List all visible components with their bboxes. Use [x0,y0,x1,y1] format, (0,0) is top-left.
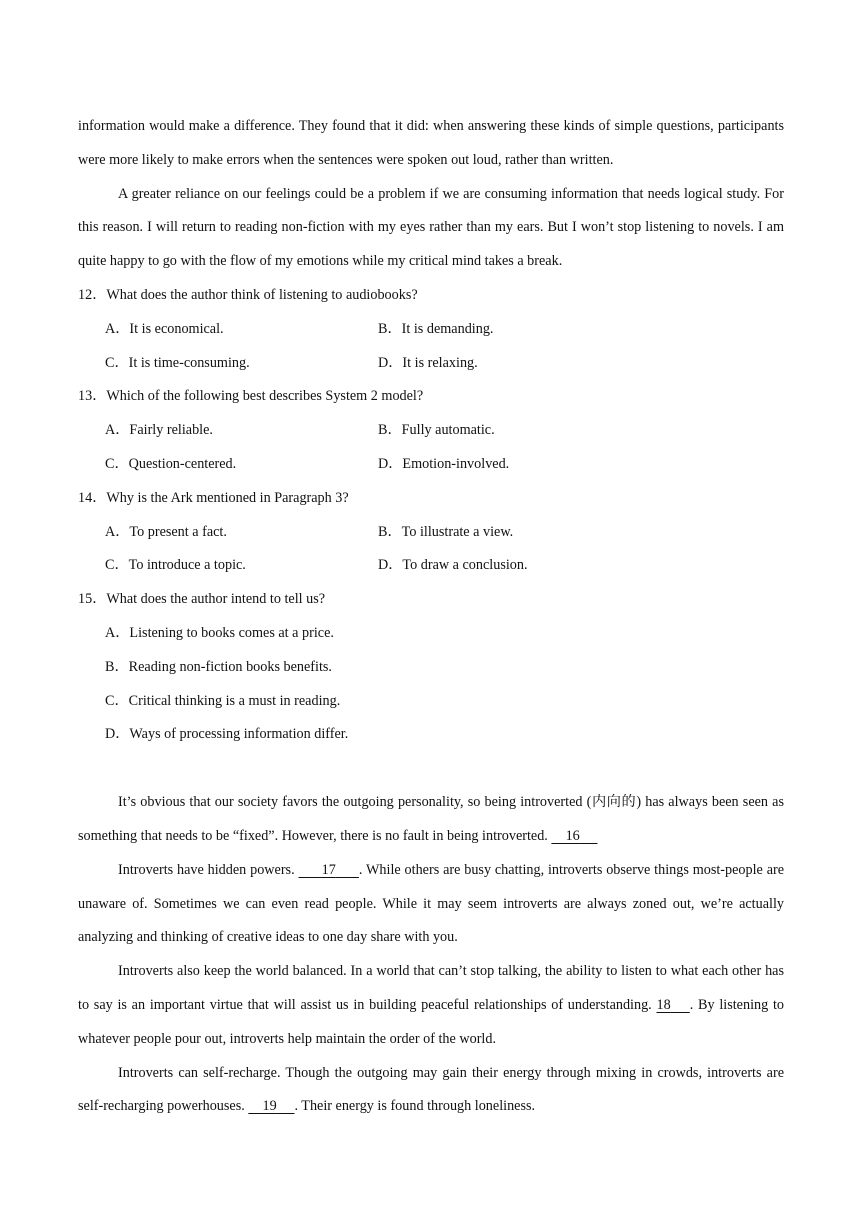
option-d: D．It is relaxing. [378,354,478,371]
cloze-paragraph-1 [78,786,784,854]
cloze-text: . While others are busy chatting, introverts observe things most-people are unaware of. Sometimes we can even read people. While it may seem introverts are always zoned out, we’re actually analyzing and thinking of creative ideas to one day share with you. [78,861,785,946]
blank-19 [248,1098,294,1114]
question-stem: 14．Why is the Ark mentioned in Paragraph 3? [78,489,349,506]
cloze-text: Introverts can self-recharge. Though the outgoing may gain their energy through mixing in crowds, introverts are self-recharging powerhouses. [78,1064,784,1115]
document-page [78,110,784,1124]
options-row [78,414,784,448]
blank-18 [657,997,690,1013]
cloze-paragraph-3 [78,955,784,1056]
options-row [78,313,784,347]
question-14 [78,482,784,583]
section-gap [78,752,784,786]
options-row [78,516,784,550]
blank-number: 19 [262,1098,277,1115]
option-a: A．To present a fact. [105,523,227,540]
passage-paragraph: information would make a difference. They found that it did: when answering these kinds of simple questions, participants were more likely to make errors when the sentences were spoken out loud, rather than written. [78,118,784,168]
cloze-text: . Their energy is found through loneliness. [294,1098,536,1115]
question-13 [78,380,784,481]
question-15 [78,583,784,752]
cloze-text: . By listening to whatever people pour out, introverts help maintain the order of the world. [78,996,784,1047]
question-stem: 12．What does the author think of listening to audiobooks? [78,286,418,303]
question-12 [78,279,784,380]
blank-number: 18 [656,996,671,1013]
option-b: B．To illustrate a view. [378,523,514,540]
blank-number: 16 [565,827,580,844]
blank-17 [298,862,358,878]
passage-paragraph: A greater reliance on our feelings could be a problem if we are consuming information that needs logical study. For this reason. I will return to reading non-fiction with my eyes rather than my ears. But I won’t stop listening to novels. I am quite happy to go with the flow of my emotions while my critical mind takes a break. [78,185,784,270]
cloze-text: Introverts have hidden powers. [118,861,295,878]
cloze-text: Introverts also keep the world balanced. In a world that can’t stop talking, the ability to listen to what each other has to say is an important virtue that will assist us in building peaceful relationships of understanding. [78,963,784,1013]
cloze-text: It’s obvious that our society favors the outgoing personality, so being introverted (内向的) has always been seen as something that needs to be “fixed”. However, there is no fault in being introverted. [78,794,784,844]
option-a: A．It is economical. [105,320,224,337]
cloze-paragraph-4 [78,1057,784,1125]
option-d: D．Ways of processing information differ. [105,726,349,743]
option-a: A．Listening to books comes at a price. [105,624,334,641]
options-row [78,448,784,482]
option-b: B．It is demanding. [378,320,494,337]
option-a: A．Fairly reliable. [105,422,213,439]
option-b: B．Fully automatic. [378,422,495,439]
cloze-paragraph-2 [78,854,784,955]
option-c: C．To introduce a topic. [105,557,246,574]
options-row [78,549,784,583]
option-c: C．Critical thinking is a must in reading. [105,692,341,709]
blank-16 [551,828,597,844]
option-d: D．To draw a conclusion. [378,557,528,574]
option-d: D．Emotion-involved. [378,455,510,472]
question-stem: 15．What does the author intend to tell us? [78,591,326,608]
option-c: C．Question-centered. [105,455,237,472]
option-b: B．Reading non-fiction books benefits. [105,658,332,675]
options-row [78,347,784,381]
blank-number: 17 [321,861,336,878]
question-stem: 13．Which of the following best describes System 2 model? [78,388,424,405]
option-c: C．It is time-consuming. [105,354,250,371]
